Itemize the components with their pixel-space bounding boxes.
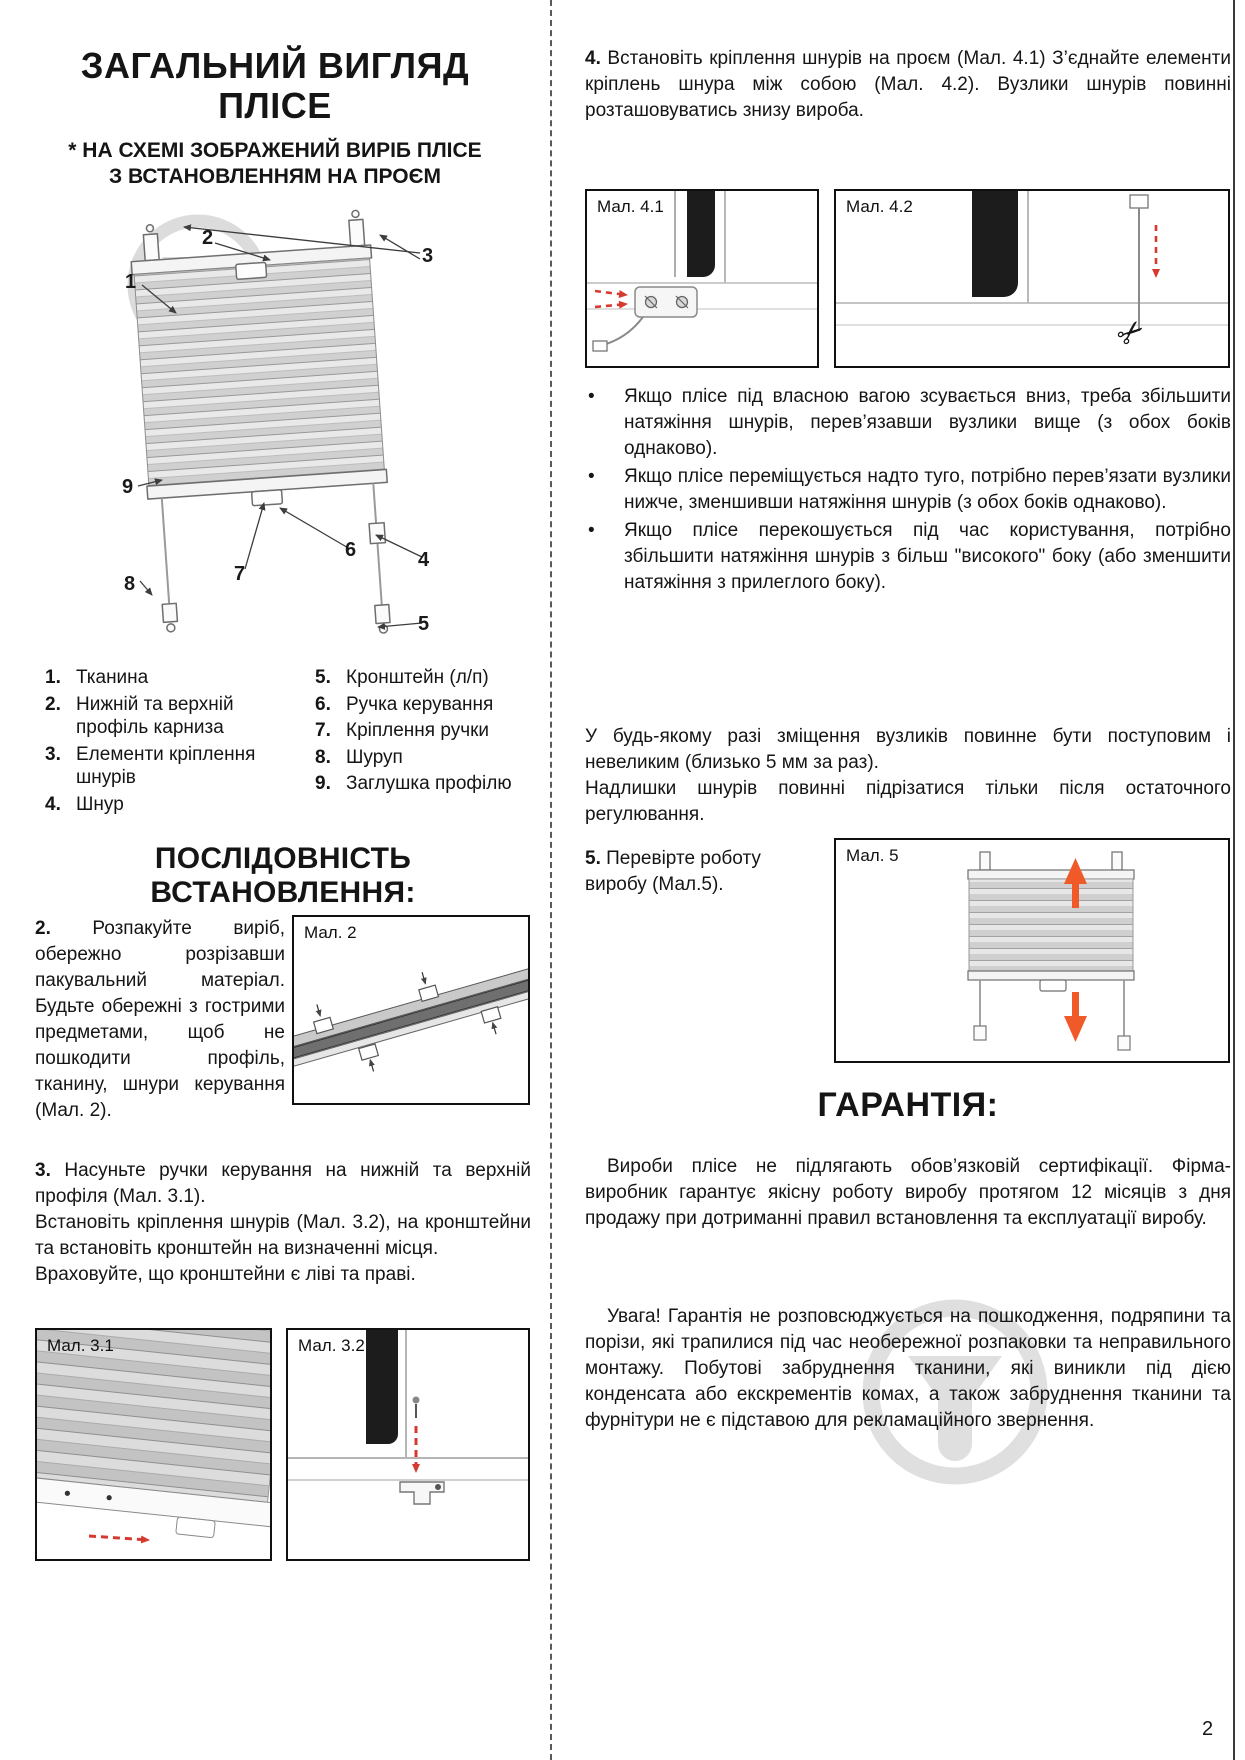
page-edge-line [1233, 0, 1235, 1760]
callout-8: 8 [124, 573, 136, 595]
figure-3-1-drawing [37, 1330, 270, 1559]
callout-4: 4 [418, 549, 430, 571]
figure-5 [834, 838, 1230, 1063]
step-2-paragraph: 2. Розпакуйте виріб, обережно розрізавши пакувальний матеріал. Будьте обережні з гострими предметами, щоб не пошкодити профіль, тканину, шнури керування (Мал. 2). [35, 918, 285, 1122]
callout-2: 2 [202, 227, 214, 249]
callout-3: 3 [422, 245, 434, 267]
bullet-item: • Якщо плісе перекошується під час користування, потрібно збільшити натяжіння шнурів з більш "високого" боку (або зменшити натяжіння з прилеглого боку). [588, 518, 1231, 596]
legend-left [45, 666, 307, 819]
figure-4-1 [585, 189, 819, 368]
legend-item: 9. Заглушка профілю [315, 773, 512, 795]
step-5-paragraph: 5. Перевірте роботу виробу (Мал.5). [585, 848, 761, 896]
legend-item: 2. Нижній та верхній профіль карниза [45, 693, 234, 739]
warranty-paragraph-2: Увага! Гарантія не розповсюджується на пошкодження, подряпини та порізи, які трапилися під час необережної розпаковки та неправильного монтажу. Побутові забруднення тканини, які виникли під дією конденсата або екскрементів комах, а також забруднення тканини та фурнітури не є підставою для рекламаційного звернення. [585, 1306, 1231, 1432]
callout-5: 5 [418, 613, 430, 635]
figure-2-label: Мал. 2 [304, 923, 357, 942]
figure-5-drawing [836, 840, 1228, 1061]
adjustment-note: У будь-якому разі зміщення вузликів повинне бути поступовим і невеликим (близько 5 мм за раз). Надлишки шнурів повинні підрізатися тільки після остаточного регулювання. [585, 726, 1231, 826]
figure-2 [292, 915, 530, 1105]
figure-4-1-drawing [587, 191, 817, 366]
figure-3-1-label: Мал. 3.1 [47, 1336, 114, 1355]
red-arrow-icon [595, 291, 627, 307]
legend-item: 7. Кріплення ручки [315, 720, 490, 742]
column-divider [550, 0, 552, 1760]
legend-item: 1. Тканина [45, 667, 149, 688]
down-arrow-icon [1064, 992, 1087, 1042]
legend-item: 4. Шнур [45, 793, 124, 815]
legend-right [315, 666, 535, 799]
doc-subtitle-line2: З ВСТАНОВЛЕННЯМ НА ПРОЄМ [108, 164, 442, 188]
pleated-blind-drawing [30, 183, 530, 663]
sequence-heading: ПОСЛІДОВНІСТЬ ВСТАНОВЛЕННЯ: [150, 842, 416, 909]
figure-4-2 [834, 189, 1230, 368]
legend-item: 5. Кронштейн (л/п) [315, 667, 489, 688]
step-3-number: 3. [35, 1160, 51, 1181]
figure-3-2 [286, 1328, 530, 1561]
figure-3-1 [35, 1328, 272, 1561]
bullet-item: • Якщо плісе переміщується надто туго, потрібно перев’язати вузлики нижче, зменшивши натяжіння шнурів (з обох боків однаково). [588, 464, 1231, 516]
bullet-item: • Якщо плісе під власною вагою зсувається вниз, треба збільшити натяжіння шнурів, перев’язавши вузлики вище (з обох боків однаково). [588, 384, 1231, 462]
legend-item: 8. Шуруп [315, 746, 403, 768]
legend-item: 3. Елементи кріплення шнурів [45, 743, 256, 789]
legend-item: 6. Ручка керування [315, 693, 494, 715]
doc-subtitle [60, 138, 490, 189]
callout-9: 9 [122, 476, 134, 498]
step-2-number: 2. [35, 918, 51, 939]
step-5-number: 5. [585, 848, 601, 869]
figure-3-2-label: Мал. 3.2 [298, 1336, 365, 1355]
bullet-icon: • [588, 386, 595, 407]
step-4-number: 4. [585, 48, 601, 69]
red-arrow-icon [89, 1536, 149, 1540]
warranty-paragraph-1: Вироби плісе не підлягають обов’язковій сертифікації. Фірма-виробник гарантує якісну роботу виробу протягом 12 місяців з дня продажу при дотриманні правил встановлення та експлуатації виробу. [585, 1156, 1231, 1230]
page-number: 2 [1202, 1718, 1214, 1740]
step-4-paragraph: 4. Встановіть кріплення шнурів на проєм (Мал. 4.1) З’єднайте елементи кріплень шнура між собою (Мал. 4.2). Вузлики шнурів повинні розташовуватись знизу вироба. [585, 48, 1231, 122]
figure-4-2-label: Мал. 4.2 [846, 197, 913, 216]
figure-5-label: Мал. 5 [846, 846, 899, 865]
bullet-icon: • [588, 466, 595, 488]
doc-title [60, 46, 490, 125]
callout-6: 6 [345, 539, 357, 561]
figure-3-2-drawing [288, 1330, 528, 1559]
doc-subtitle-line1: * НА СХЕМІ ЗОБРАЖЕНИЙ ВИРІБ ПЛІСЕ [68, 139, 482, 162]
doc-title-line2: ПЛІСЕ [218, 84, 332, 126]
bullet-list [588, 384, 1231, 598]
figure-2-drawing [294, 917, 528, 1103]
doc-title-line1: ЗАГАЛЬНИЙ ВИГЛЯД [80, 45, 470, 86]
overview-diagram [30, 183, 530, 663]
scissors-icon: ✂ [1109, 310, 1153, 356]
step-3-paragraph: 3. Насуньте ручки керування на нижній та верхній профіля (Мал. 3.1). Встановіть кріплення шнурів (Мал. 3.2), на кронштейни та встановіть кронштейн на визначенні місця. Враховуйте, що кронштейни є ліві та праві. [35, 1160, 531, 1286]
figure-4-2-drawing [836, 191, 1228, 366]
callout-7: 7 [234, 563, 246, 585]
figure-4-1-label: Мал. 4.1 [597, 197, 664, 216]
warranty-heading: ГАРАНТІЯ: [817, 1086, 999, 1124]
bullet-icon: • [588, 520, 595, 542]
callout-1: 1 [125, 271, 137, 293]
